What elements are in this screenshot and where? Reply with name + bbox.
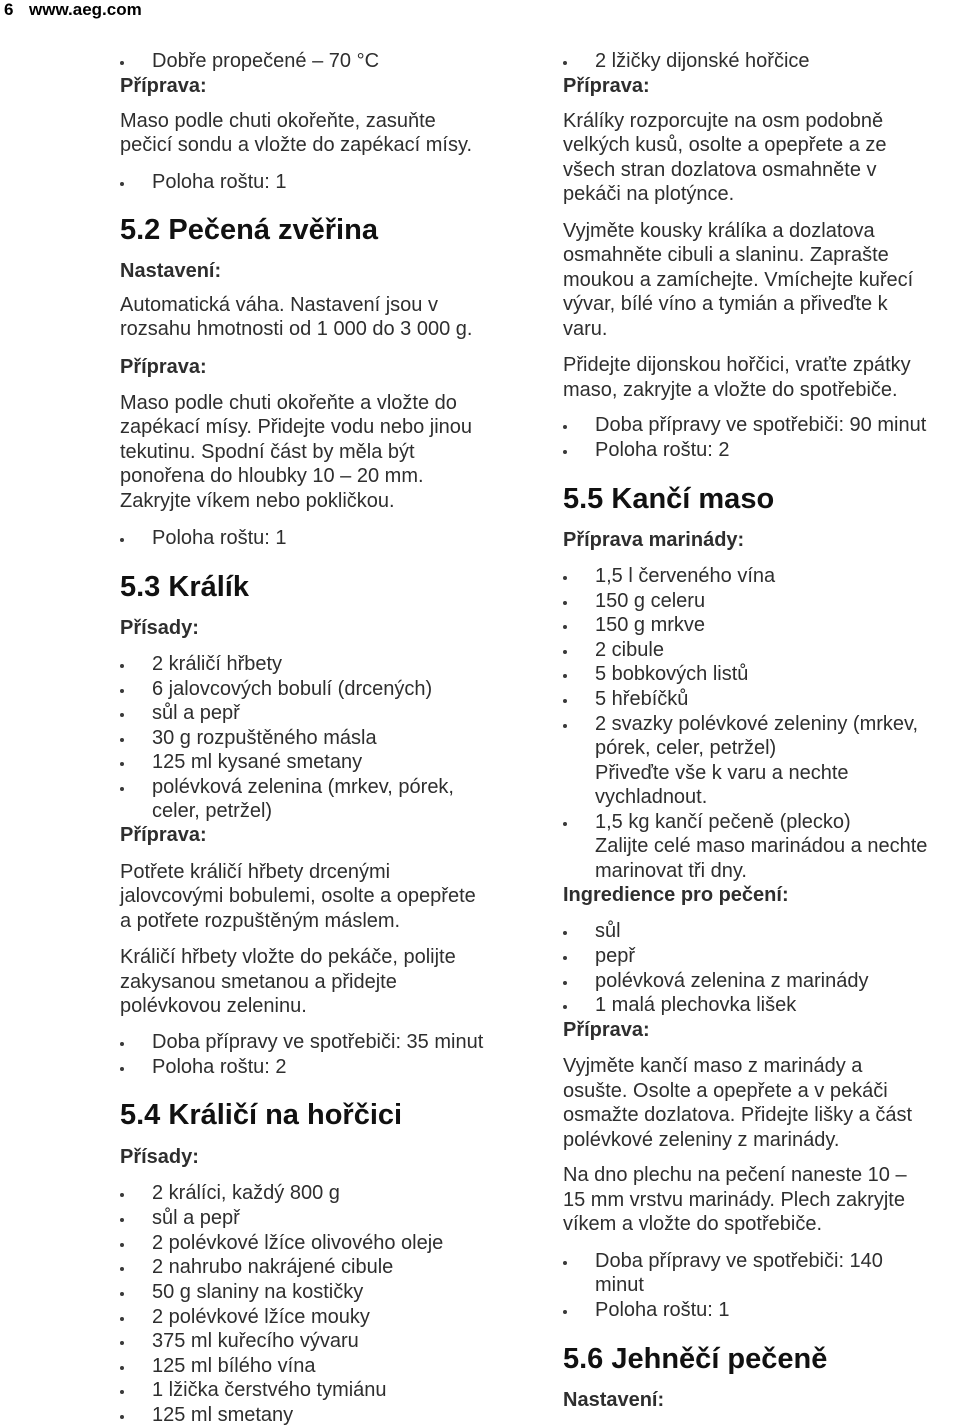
paragraph-line: pekáči na plotýnce. <box>563 183 735 205</box>
paragraph-line: osmahněte cibuli a slaninu. Zaprašte <box>563 244 889 266</box>
list-item: Poloha roštu: 2 <box>595 439 730 461</box>
bullet-icon <box>120 182 124 186</box>
bullet-icon <box>563 425 567 429</box>
list-item: 1 lžička čerstvého tymiánu <box>152 1379 387 1401</box>
list-item: Poloha roštu: 1 <box>152 527 287 549</box>
list-item: 5 bobkových listů <box>595 663 749 685</box>
list-item: polévková zelenina z marinády <box>595 970 869 992</box>
list-item-continuation: minut <box>595 1274 644 1296</box>
paragraph-line: tekutinu. Spodní část by měla být <box>120 441 415 463</box>
bullet-icon <box>563 61 567 65</box>
list-item: 2 svazky polévkové zeleniny (mrkev, <box>595 713 919 735</box>
paragraph-line: polévkovou zeleninu. <box>120 995 307 1017</box>
bullet-icon <box>120 689 124 693</box>
bullet-icon <box>120 1193 124 1197</box>
paragraph-line: rozsahu hmotnosti od 1 000 do 3 000 g. <box>120 318 473 340</box>
bullet-icon <box>120 664 124 668</box>
list-item: 2 polévkové lžíce olivového oleje <box>152 1232 444 1254</box>
list-item: 125 ml smetany <box>152 1404 294 1426</box>
bullet-icon <box>120 1243 124 1247</box>
paragraph-line: Králíky rozporcujte na osm podobně <box>563 110 884 132</box>
bullet-icon <box>563 699 567 703</box>
section-label: Příprava marinády: <box>563 529 745 551</box>
list-item: sůl <box>595 920 621 942</box>
list-item: 150 g celeru <box>595 590 706 612</box>
list-item: 2 polévkové lžíce mouky <box>152 1306 370 1328</box>
paragraph-line: vývar, bílé víno a tymián a přiveďte k <box>563 293 888 315</box>
bullet-icon <box>563 1005 567 1009</box>
paragraph-line: 15 mm vrstvu marinády. Plech zakryjte <box>563 1189 905 1211</box>
list-item: sůl a pepř <box>152 1207 240 1229</box>
bullet-icon <box>563 981 567 985</box>
list-item: 125 ml kysané smetany <box>152 751 363 773</box>
paragraph-line: víkem a vložte do spotřebiče. <box>563 1213 823 1235</box>
bullet-icon <box>563 674 567 678</box>
paragraph-line: jalovcovými bobulemi, osolte a opepřete <box>120 885 476 907</box>
bullet-icon <box>563 956 567 960</box>
list-item: sůl a pepř <box>152 702 240 724</box>
paragraph-line: osušte. Osolte a opepřete a v pekáči <box>563 1080 888 1102</box>
list-item: 375 ml kuřecího vývaru <box>152 1330 359 1352</box>
paragraph-line: všech stran dozlatova osmahněte v <box>563 159 877 181</box>
bullet-icon <box>120 1218 124 1222</box>
section-label: Přísady: <box>120 1146 199 1168</box>
paragraph-line: maso, zakryjte a vložte do spotřebiče. <box>563 379 898 401</box>
section-label: Příprava: <box>563 1019 650 1041</box>
bullet-icon <box>563 576 567 580</box>
bullet-icon <box>120 538 124 542</box>
paragraph-line: varu. <box>563 318 608 340</box>
paragraph-line: polévkové zeleniny z marinády. <box>563 1129 840 1151</box>
paragraph-line: Králičí hřbety vložte do pekáče, polijte <box>120 946 456 968</box>
paragraph-line: zapékací mísy. Přidejte vodu nebo jinou <box>120 416 473 438</box>
bullet-icon <box>563 601 567 605</box>
paragraph-line: Potřete králičí hřbety drcenými <box>120 861 391 883</box>
bullet-icon <box>120 762 124 766</box>
list-item: 1,5 kg kančí pečeně (plecko) <box>595 811 851 833</box>
paragraph-line: Maso podle chuti okořeňte a vložte do <box>120 392 457 414</box>
list-item: 125 ml bílého vína <box>152 1355 316 1377</box>
section-heading: 5.2 Pečená zvěřina <box>120 214 378 246</box>
section-label: Přísady: <box>120 617 199 639</box>
paragraph-line: zakysanou smetanou a přidejte <box>120 971 397 993</box>
list-item: Doba přípravy ve spotřebiči: 140 <box>595 1250 883 1272</box>
list-item-continuation: Přiveďte vše k varu a nechte <box>595 762 849 784</box>
section-label: Nastavení: <box>563 1389 665 1411</box>
bullet-icon <box>120 61 124 65</box>
bullet-icon <box>563 450 567 454</box>
list-item: 2 králičí hřbety <box>152 653 283 675</box>
paragraph-line: osmažte dozlatova. Přidejte lišky a část <box>563 1104 913 1126</box>
list-item: polévková zelenina (mrkev, pórek, <box>152 776 454 798</box>
paragraph-line: Maso podle chuti okořeňte, zasuňte <box>120 110 436 132</box>
list-item: pepř <box>595 945 636 967</box>
list-item: 1,5 l červeného vína <box>595 565 776 587</box>
list-item-continuation: celer, petržel) <box>152 800 273 822</box>
bullet-icon <box>563 650 567 654</box>
list-item-continuation: pórek, celer, petržel) <box>595 737 777 759</box>
bullet-icon <box>120 787 124 791</box>
section-label: Příprava: <box>120 356 207 378</box>
bullet-icon <box>120 1042 124 1046</box>
paragraph-line: Na dno plechu na pečení naneste 10 – <box>563 1164 907 1186</box>
paragraph-line: velkých kusů, osolte a opepřete a ze <box>563 134 887 156</box>
list-item: 50 g slaniny na kostičky <box>152 1281 364 1303</box>
section-heading: 5.4 Králičí na hořčici <box>120 1099 403 1131</box>
page-header <box>0 0 960 20</box>
list-item-continuation: marinovat tři dny. <box>595 860 747 882</box>
list-item: Doba přípravy ve spotřebiči: 90 minut <box>595 414 927 436</box>
list-item: 6 jalovcových bobulí (drcených) <box>152 678 433 700</box>
list-item-continuation: vychladnout. <box>595 786 708 808</box>
paragraph-line: Vyjměte kousky králíka a dozlatova <box>563 220 875 242</box>
bullet-icon <box>120 1067 124 1071</box>
paragraph-line: Zakryjte víkem nebo pokličkou. <box>120 490 395 512</box>
website-link[interactable]: www.aeg.com <box>29 0 142 19</box>
list-item: 2 lžičky dijonské hořčice <box>595 50 810 72</box>
section-label: Příprava: <box>120 824 207 846</box>
section-label: Příprava: <box>563 75 650 97</box>
bullet-icon <box>563 931 567 935</box>
list-item: 2 králíci, každý 800 g <box>152 1182 340 1204</box>
bullet-icon <box>563 822 567 826</box>
bullet-icon <box>563 1310 567 1314</box>
bullet-icon <box>120 1341 124 1345</box>
list-item: Doba přípravy ve spotřebiči: 35 minut <box>152 1031 484 1053</box>
list-item: Poloha roštu: 1 <box>595 1299 730 1321</box>
paragraph-line: a potřete rozpuštěným máslem. <box>120 910 401 932</box>
section-heading: 5.5 Kančí maso <box>563 483 775 515</box>
section-heading: 5.3 Králík <box>120 571 249 603</box>
list-item: Poloha roštu: 1 <box>152 171 287 193</box>
list-item: 2 nahrubo nakrájené cibule <box>152 1256 394 1278</box>
section-label: Nastavení: <box>120 260 222 282</box>
bullet-icon <box>120 1292 124 1296</box>
page-number: 6 <box>4 0 14 19</box>
paragraph-line: pečicí sondu a vložte do zapékací mísy. <box>120 134 473 156</box>
list-item-continuation: Zalijte celé maso marinádou a nechte <box>595 835 928 857</box>
bullet-icon <box>120 1390 124 1394</box>
list-item: 5 hřebíčků <box>595 688 689 710</box>
list-item: 30 g rozpuštěného másla <box>152 727 377 749</box>
bullet-icon <box>120 1366 124 1370</box>
list-item: 1 malá plechovka lišek <box>595 994 797 1016</box>
bullet-icon <box>563 724 567 728</box>
bullet-icon <box>563 1261 567 1265</box>
list-item: Dobře propečené – 70 °C <box>152 50 380 72</box>
bullet-icon <box>120 1415 124 1419</box>
section-heading: 5.6 Jehněčí pečeně <box>563 1343 828 1375</box>
bullet-icon <box>120 738 124 742</box>
paragraph-line: ponořena do hloubky 10 – 20 mm. <box>120 465 424 487</box>
bullet-icon <box>120 713 124 717</box>
paragraph-line: Automatická váha. Nastavení jsou v <box>120 294 438 316</box>
section-label: Příprava: <box>120 75 207 97</box>
bullet-icon <box>563 625 567 629</box>
list-item: Poloha roštu: 2 <box>152 1056 287 1078</box>
list-item: 2 cibule <box>595 639 664 661</box>
paragraph-line: moukou a zamíchejte. Vmíchejte kuřecí <box>563 269 914 291</box>
bullet-icon <box>120 1317 124 1321</box>
section-label: Ingredience pro pečení: <box>563 884 789 906</box>
paragraph-line: Vyjměte kančí maso z marinády a <box>563 1055 863 1077</box>
bullet-icon <box>120 1267 124 1271</box>
list-item: 150 g mrkve <box>595 614 706 636</box>
paragraph-line: Přidejte dijonskou hořčici, vraťte zpátky <box>563 354 911 376</box>
